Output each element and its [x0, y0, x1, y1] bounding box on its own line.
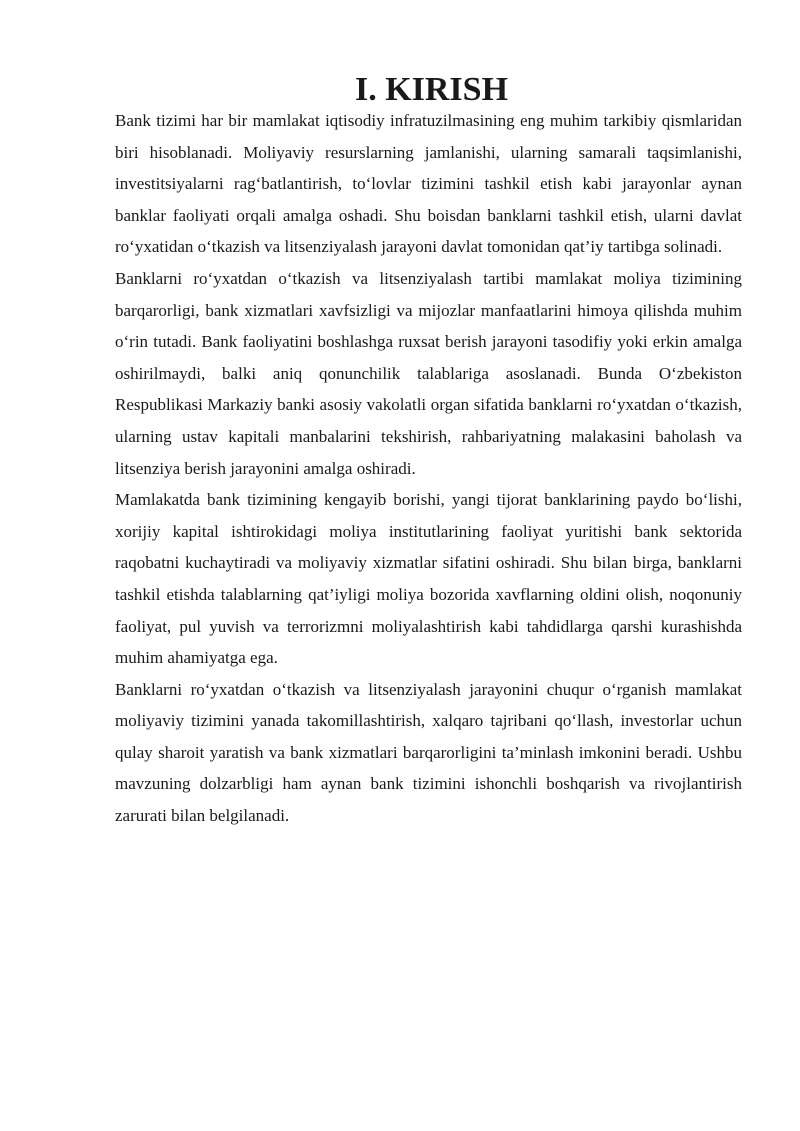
paragraph-3: Mamlakatda bank tizimining kengayib borishi, yangi tijorat banklarining paydo bo‘lishi, xorijiy kapital ishtirokidagi moliya institutlarining faoliyat yuritishi bank sektorida raqobatni kuchaytiradi va moliyaviy xizmatlar sifatini oshiradi. Shu bilan birga, banklarni tashkil etishda talablarning qat’iyligi moliya bozorida xavflarning oldini olish, noqonuniy faoliyat, pul yuvish va terrorizmni moliyalashtirish kabi tahdidlarga qarshi kurashishda muhim ahamiyatga ega.	[115, 490, 742, 668]
paragraph-1: Bank tizimi har bir mamlakat iqtisodiy infratuzilmasining eng muhim tarkibiy qismlaridan biri hisoblanadi. Moliyaviy resurslarning jamlanishi, ularning samarali taqsimlanishi, investitsiyalarni rag‘batlantirish, to‘lovlar tizimini tashkil etish kabi jarayonlar aynan banklar faoliyati orqali amalga oshadi. Shu boisdan banklarni tashkil etish, ularni davlat ro‘yxatidan o‘tkazish va litsenziyalash jarayoni davlat tomonidan qat’iy tartibga solinadi.	[115, 111, 742, 257]
paragraph-2: Banklarni ro‘yxatdan o‘tkazish va litsenziyalash tartibi mamlakat moliya tizimining barqarorligi, bank xizmatlari xavfsizligi va mijozlar manfaatlarini himoya qilishda muhim o‘rin tutadi. Bank faoliyatini boshlashga ruxsat berish jarayoni tasodifiy yoki erkin amalga oshirilmaydi, balki aniq qonunchilik talablariga asoslanadi. Bunda O‘zbekiston Respublikasi Markaziy banki asosiy vakolatli organ sifatida banklarni ro‘yxatdan o‘tkazish, ularning ustav kapitali manbalarini tekshirish, rahbariyatning malakasini baholash va litsenziya berish jarayonini amalga oshiradi.	[115, 268, 742, 478]
section-title: I. KIRISH	[354, 71, 509, 108]
paragraph-4: Banklarni ro‘yxatdan o‘tkazish va litsenziyalash jarayonini chuqur o‘rganish mamlakat moliyaviy tizimini yanada takomillashtirish, xalqaro tajribani qo‘llash, investorlar uchun qulay sharoit yaratish va bank xizmatlari barqarorligini ta’minlash imkonini beradi. Ushbu mavzuning dolzarbligi ham aynan bank tizimini ishonchli boshqarish va rivojlantirish zarurati bilan belgilanadi.	[115, 679, 742, 826]
document-body	[115, 71, 742, 832]
